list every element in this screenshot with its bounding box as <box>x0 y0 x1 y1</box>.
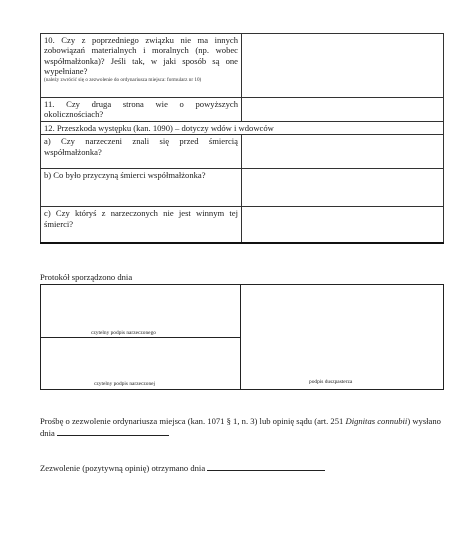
question-c-cell <box>41 207 242 243</box>
question-10-text: 10. Czy z poprzedniego związku nie ma innych zobowiązań materialnych i moralnych (np. wobec współmałżonka)? Jeśli tak, w jaki sposób są one wypełniane? <box>44 35 238 77</box>
table-row <box>41 34 444 98</box>
question-a-text: a) Czy narzeczeni znali się przed śmiercią współmałżonka? <box>44 136 238 157</box>
request-end-text: ) wysłano dnia <box>40 416 441 438</box>
question-b-text: b) Co było przyczyną śmierci współmałżonka? <box>44 170 206 181</box>
question-a-cell <box>41 135 242 169</box>
table-row <box>41 98 444 122</box>
request-sent-line <box>40 416 452 439</box>
table-row <box>41 135 444 169</box>
signature-left-column <box>41 285 241 389</box>
question-b-cell <box>41 169 242 207</box>
bride-signature-area[interactable] <box>41 338 240 389</box>
groom-signature-caption: czytelny podpis narzeczonego <box>91 330 156 336</box>
permission-date-field[interactable] <box>207 462 325 471</box>
question-10-cell <box>41 34 242 98</box>
answer-10-field[interactable] <box>242 34 444 98</box>
question-c-text: c) Czy któryś z narzeczonych nie jest winnym tej śmierci? <box>44 208 238 229</box>
table-row <box>41 207 444 243</box>
question-11-text: 11. Czy druga strona wie o powyższych okolicznościach? <box>44 99 238 120</box>
section-12-header: 12. Przeszkoda występku (kan. 1090) – dotyczy wdów i wdowców <box>41 122 444 135</box>
permission-received-line <box>40 462 452 474</box>
signature-box <box>40 284 444 390</box>
table-row <box>41 122 444 135</box>
request-date-field[interactable] <box>57 427 169 436</box>
protocol-title: Protokół sporządzono dnia <box>40 272 133 282</box>
question-11-cell <box>41 98 242 122</box>
table-row <box>41 169 444 207</box>
questionnaire-table <box>40 33 444 244</box>
answer-a-field[interactable] <box>242 135 444 169</box>
priest-signature-area[interactable] <box>241 285 443 389</box>
answer-c-field[interactable] <box>242 207 444 243</box>
answer-b-field[interactable] <box>242 169 444 207</box>
request-text: Prośbę o zezwolenie ordynariusza miejsca (kan. 1071 § 1, n. 3) lub opinię sądu (art. 251 <box>40 416 344 426</box>
answer-11-field[interactable] <box>242 98 444 122</box>
bride-signature-caption: czytelny podpis narzeczonej <box>94 381 156 387</box>
question-10-note: (należy zwrócić się o zezwolenie do ordynariusza miejsca: formularz nr 10) <box>44 76 202 83</box>
groom-signature-area[interactable] <box>41 285 241 338</box>
priest-signature-caption: podpis duszpasterza <box>309 379 353 385</box>
permission-text: Zezwolenie (pozytywną opinię) otrzymano dnia <box>40 463 206 473</box>
request-italic-text: Dignitas connubii <box>345 416 408 426</box>
